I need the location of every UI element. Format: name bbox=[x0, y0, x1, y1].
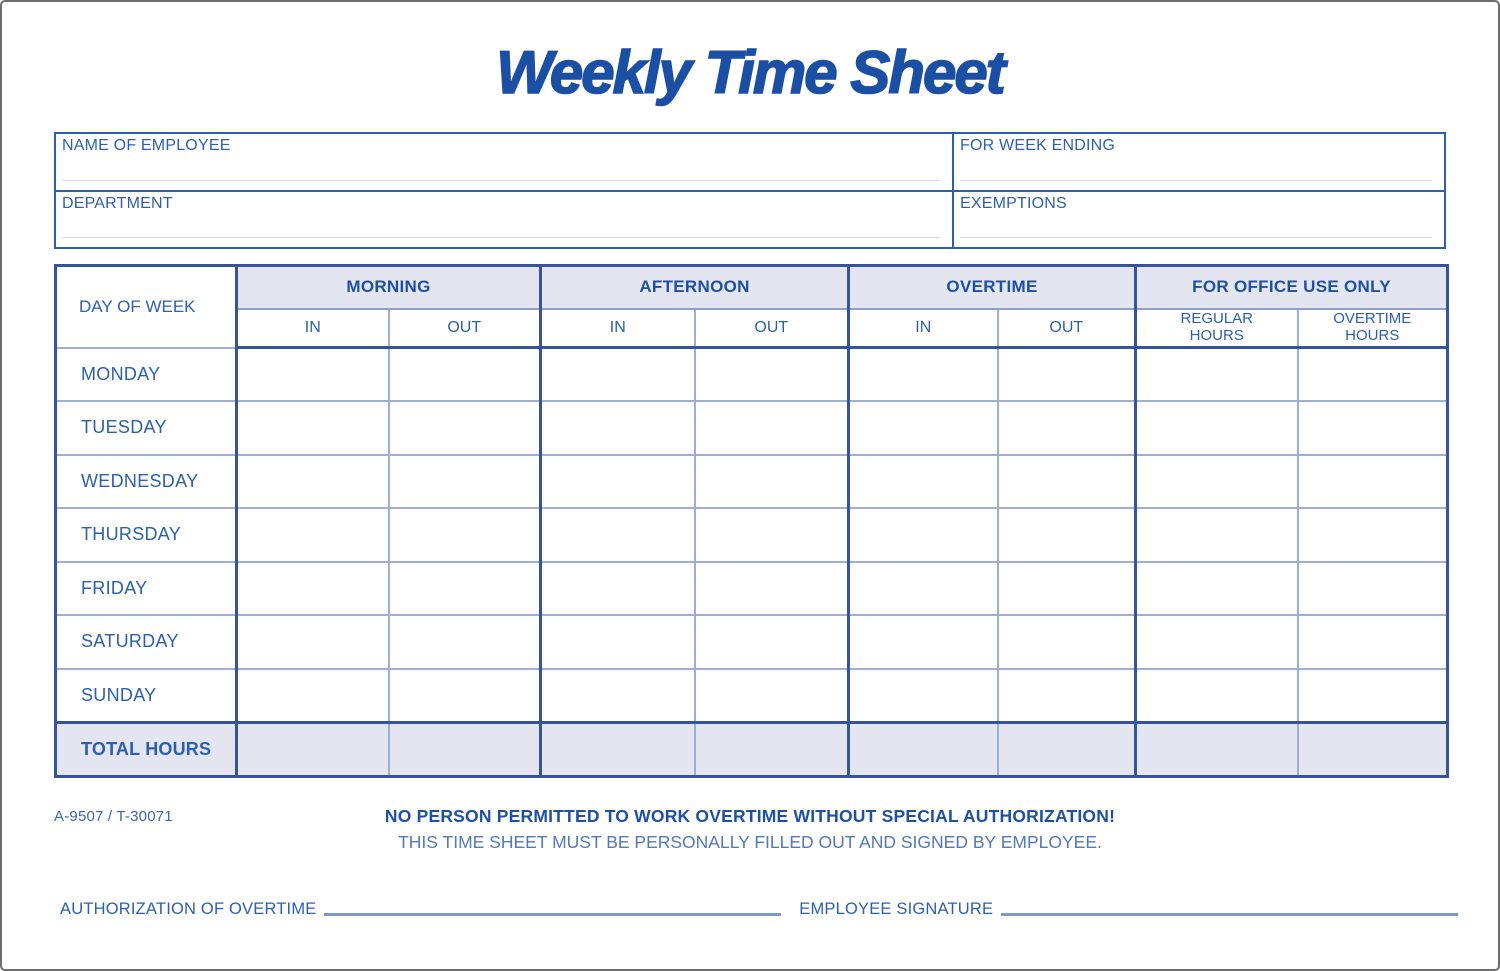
time-cell[interactable] bbox=[695, 508, 849, 562]
time-cell[interactable] bbox=[1298, 615, 1448, 669]
time-cell[interactable] bbox=[849, 455, 998, 509]
footer-notes bbox=[54, 806, 1446, 858]
time-cell[interactable] bbox=[389, 669, 541, 723]
time-cell[interactable] bbox=[849, 615, 998, 669]
time-cell[interactable] bbox=[849, 401, 998, 455]
day-label: MONDAY bbox=[56, 348, 237, 402]
time-cell[interactable] bbox=[237, 455, 389, 509]
week-ending-label: FOR WEEK ENDING bbox=[960, 137, 1116, 154]
overtime-hours-header: OVERTIME HOURS bbox=[1298, 309, 1448, 348]
table-group-header-row bbox=[56, 266, 1448, 309]
time-cell[interactable] bbox=[237, 348, 389, 402]
time-cell[interactable] bbox=[998, 455, 1136, 509]
week-ending-field[interactable] bbox=[954, 134, 1444, 192]
afternoon-in-header: IN bbox=[541, 309, 695, 348]
morning-group-header: MORNING bbox=[237, 266, 541, 309]
total-cell[interactable] bbox=[998, 722, 1136, 776]
row-wednesday bbox=[56, 455, 1448, 509]
time-cell[interactable] bbox=[998, 562, 1136, 616]
warning-line-bold: NO PERSON PERMITTED TO WORK OVERTIME WITHOUT SPECIAL AUTHORIZATION! bbox=[384, 805, 1116, 826]
time-cell[interactable] bbox=[541, 348, 695, 402]
name-of-employee-field[interactable] bbox=[56, 134, 954, 192]
time-cell[interactable] bbox=[389, 401, 541, 455]
time-cell[interactable] bbox=[389, 615, 541, 669]
time-cell[interactable] bbox=[389, 455, 541, 509]
time-cell[interactable] bbox=[849, 562, 998, 616]
form-code: A-9507 / T-30071 bbox=[54, 807, 173, 825]
warning-line-regular: THIS TIME SHEET MUST BE PERSONALLY FILLED OUT AND SIGNED BY EMPLOYEE. bbox=[398, 831, 1102, 852]
time-cell[interactable] bbox=[998, 669, 1136, 723]
time-cell[interactable] bbox=[1136, 562, 1298, 616]
writing-line bbox=[62, 237, 940, 238]
time-cell[interactable] bbox=[998, 401, 1136, 455]
time-cell[interactable] bbox=[541, 615, 695, 669]
signature-row bbox=[60, 900, 1446, 919]
row-total-hours bbox=[56, 722, 1448, 776]
total-cell[interactable] bbox=[1136, 722, 1298, 776]
time-cell[interactable] bbox=[1136, 508, 1298, 562]
time-cell[interactable] bbox=[1136, 669, 1298, 723]
time-cell[interactable] bbox=[1298, 401, 1448, 455]
time-cell[interactable] bbox=[1298, 669, 1448, 723]
time-cell[interactable] bbox=[237, 508, 389, 562]
time-cell[interactable] bbox=[695, 615, 849, 669]
afternoon-group-header: AFTERNOON bbox=[541, 266, 849, 309]
total-cell[interactable] bbox=[695, 722, 849, 776]
day-label: WEDNESDAY bbox=[56, 455, 237, 509]
time-cell[interactable] bbox=[1136, 455, 1298, 509]
writing-line bbox=[960, 180, 1432, 181]
time-cell[interactable] bbox=[541, 508, 695, 562]
table-sub-header-row bbox=[56, 309, 1448, 348]
department-label: DEPARTMENT bbox=[62, 195, 173, 212]
time-cell[interactable] bbox=[695, 401, 849, 455]
time-cell[interactable] bbox=[998, 508, 1136, 562]
department-field[interactable] bbox=[56, 192, 954, 247]
page-title: Weekly Time Sheet bbox=[496, 39, 1004, 106]
time-cell[interactable] bbox=[389, 348, 541, 402]
authorization-of-overtime-label: AUTHORIZATION OF OVERTIME bbox=[60, 899, 317, 918]
overtime-group-header: OVERTIME bbox=[849, 266, 1136, 309]
day-label: THURSDAY bbox=[56, 508, 237, 562]
day-of-week-header: DAY OF WEEK bbox=[56, 266, 237, 348]
overtime-out-header: OUT bbox=[998, 309, 1136, 348]
day-label: SUNDAY bbox=[56, 669, 237, 723]
timesheet-table bbox=[54, 264, 1449, 778]
warning-text bbox=[54, 806, 1446, 853]
name-of-employee-label: NAME OF EMPLOYEE bbox=[62, 137, 231, 154]
time-cell[interactable] bbox=[389, 508, 541, 562]
time-cell[interactable] bbox=[1298, 348, 1448, 402]
time-cell[interactable] bbox=[695, 562, 849, 616]
regular-hours-header: REGULAR HOURS bbox=[1136, 309, 1298, 348]
row-monday bbox=[56, 348, 1448, 402]
time-cell[interactable] bbox=[1136, 615, 1298, 669]
total-cell[interactable] bbox=[1298, 722, 1448, 776]
time-cell[interactable] bbox=[695, 669, 849, 723]
time-cell[interactable] bbox=[541, 669, 695, 723]
exemptions-field[interactable] bbox=[954, 192, 1444, 247]
row-friday bbox=[56, 562, 1448, 616]
total-cell[interactable] bbox=[541, 722, 695, 776]
row-saturday bbox=[56, 615, 1448, 669]
time-cell[interactable] bbox=[237, 615, 389, 669]
afternoon-out-header: OUT bbox=[695, 309, 849, 348]
time-cell[interactable] bbox=[237, 562, 389, 616]
time-cell[interactable] bbox=[849, 348, 998, 402]
time-cell[interactable] bbox=[237, 401, 389, 455]
time-cell[interactable] bbox=[541, 455, 695, 509]
time-cell[interactable] bbox=[541, 562, 695, 616]
time-cell[interactable] bbox=[1136, 348, 1298, 402]
exemptions-label: EXEMPTIONS bbox=[960, 195, 1067, 212]
day-label: TUESDAY bbox=[56, 401, 237, 455]
time-cell[interactable] bbox=[1298, 455, 1448, 509]
time-cell[interactable] bbox=[237, 669, 389, 723]
day-label: FRIDAY bbox=[56, 562, 237, 616]
employee-signature-line[interactable] bbox=[1001, 913, 1458, 916]
writing-line bbox=[62, 180, 940, 181]
time-cell[interactable] bbox=[541, 401, 695, 455]
time-cell[interactable] bbox=[849, 508, 998, 562]
overtime-in-header: IN bbox=[849, 309, 998, 348]
morning-in-header: IN bbox=[237, 309, 389, 348]
morning-out-header: OUT bbox=[389, 309, 541, 348]
time-cell[interactable] bbox=[1136, 401, 1298, 455]
time-cell[interactable] bbox=[695, 455, 849, 509]
authorization-signature-line[interactable] bbox=[324, 913, 781, 916]
total-hours-label: TOTAL HOURS bbox=[56, 722, 237, 776]
day-label: SATURDAY bbox=[56, 615, 237, 669]
time-cell[interactable] bbox=[1298, 508, 1448, 562]
total-cell[interactable] bbox=[237, 722, 389, 776]
row-thursday bbox=[56, 508, 1448, 562]
row-tuesday bbox=[56, 401, 1448, 455]
time-cell[interactable] bbox=[998, 348, 1136, 402]
time-cell[interactable] bbox=[849, 669, 998, 723]
writing-line bbox=[960, 237, 1432, 238]
total-cell[interactable] bbox=[389, 722, 541, 776]
office-use-group-header: FOR OFFICE USE ONLY bbox=[1136, 266, 1448, 309]
time-cell[interactable] bbox=[998, 615, 1136, 669]
employee-info-box bbox=[54, 132, 1446, 249]
total-cell[interactable] bbox=[849, 722, 998, 776]
time-cell[interactable] bbox=[389, 562, 541, 616]
time-cell[interactable] bbox=[695, 348, 849, 402]
row-sunday bbox=[56, 669, 1448, 723]
employee-signature-label: EMPLOYEE SIGNATURE bbox=[799, 899, 994, 918]
time-cell[interactable] bbox=[1298, 562, 1448, 616]
